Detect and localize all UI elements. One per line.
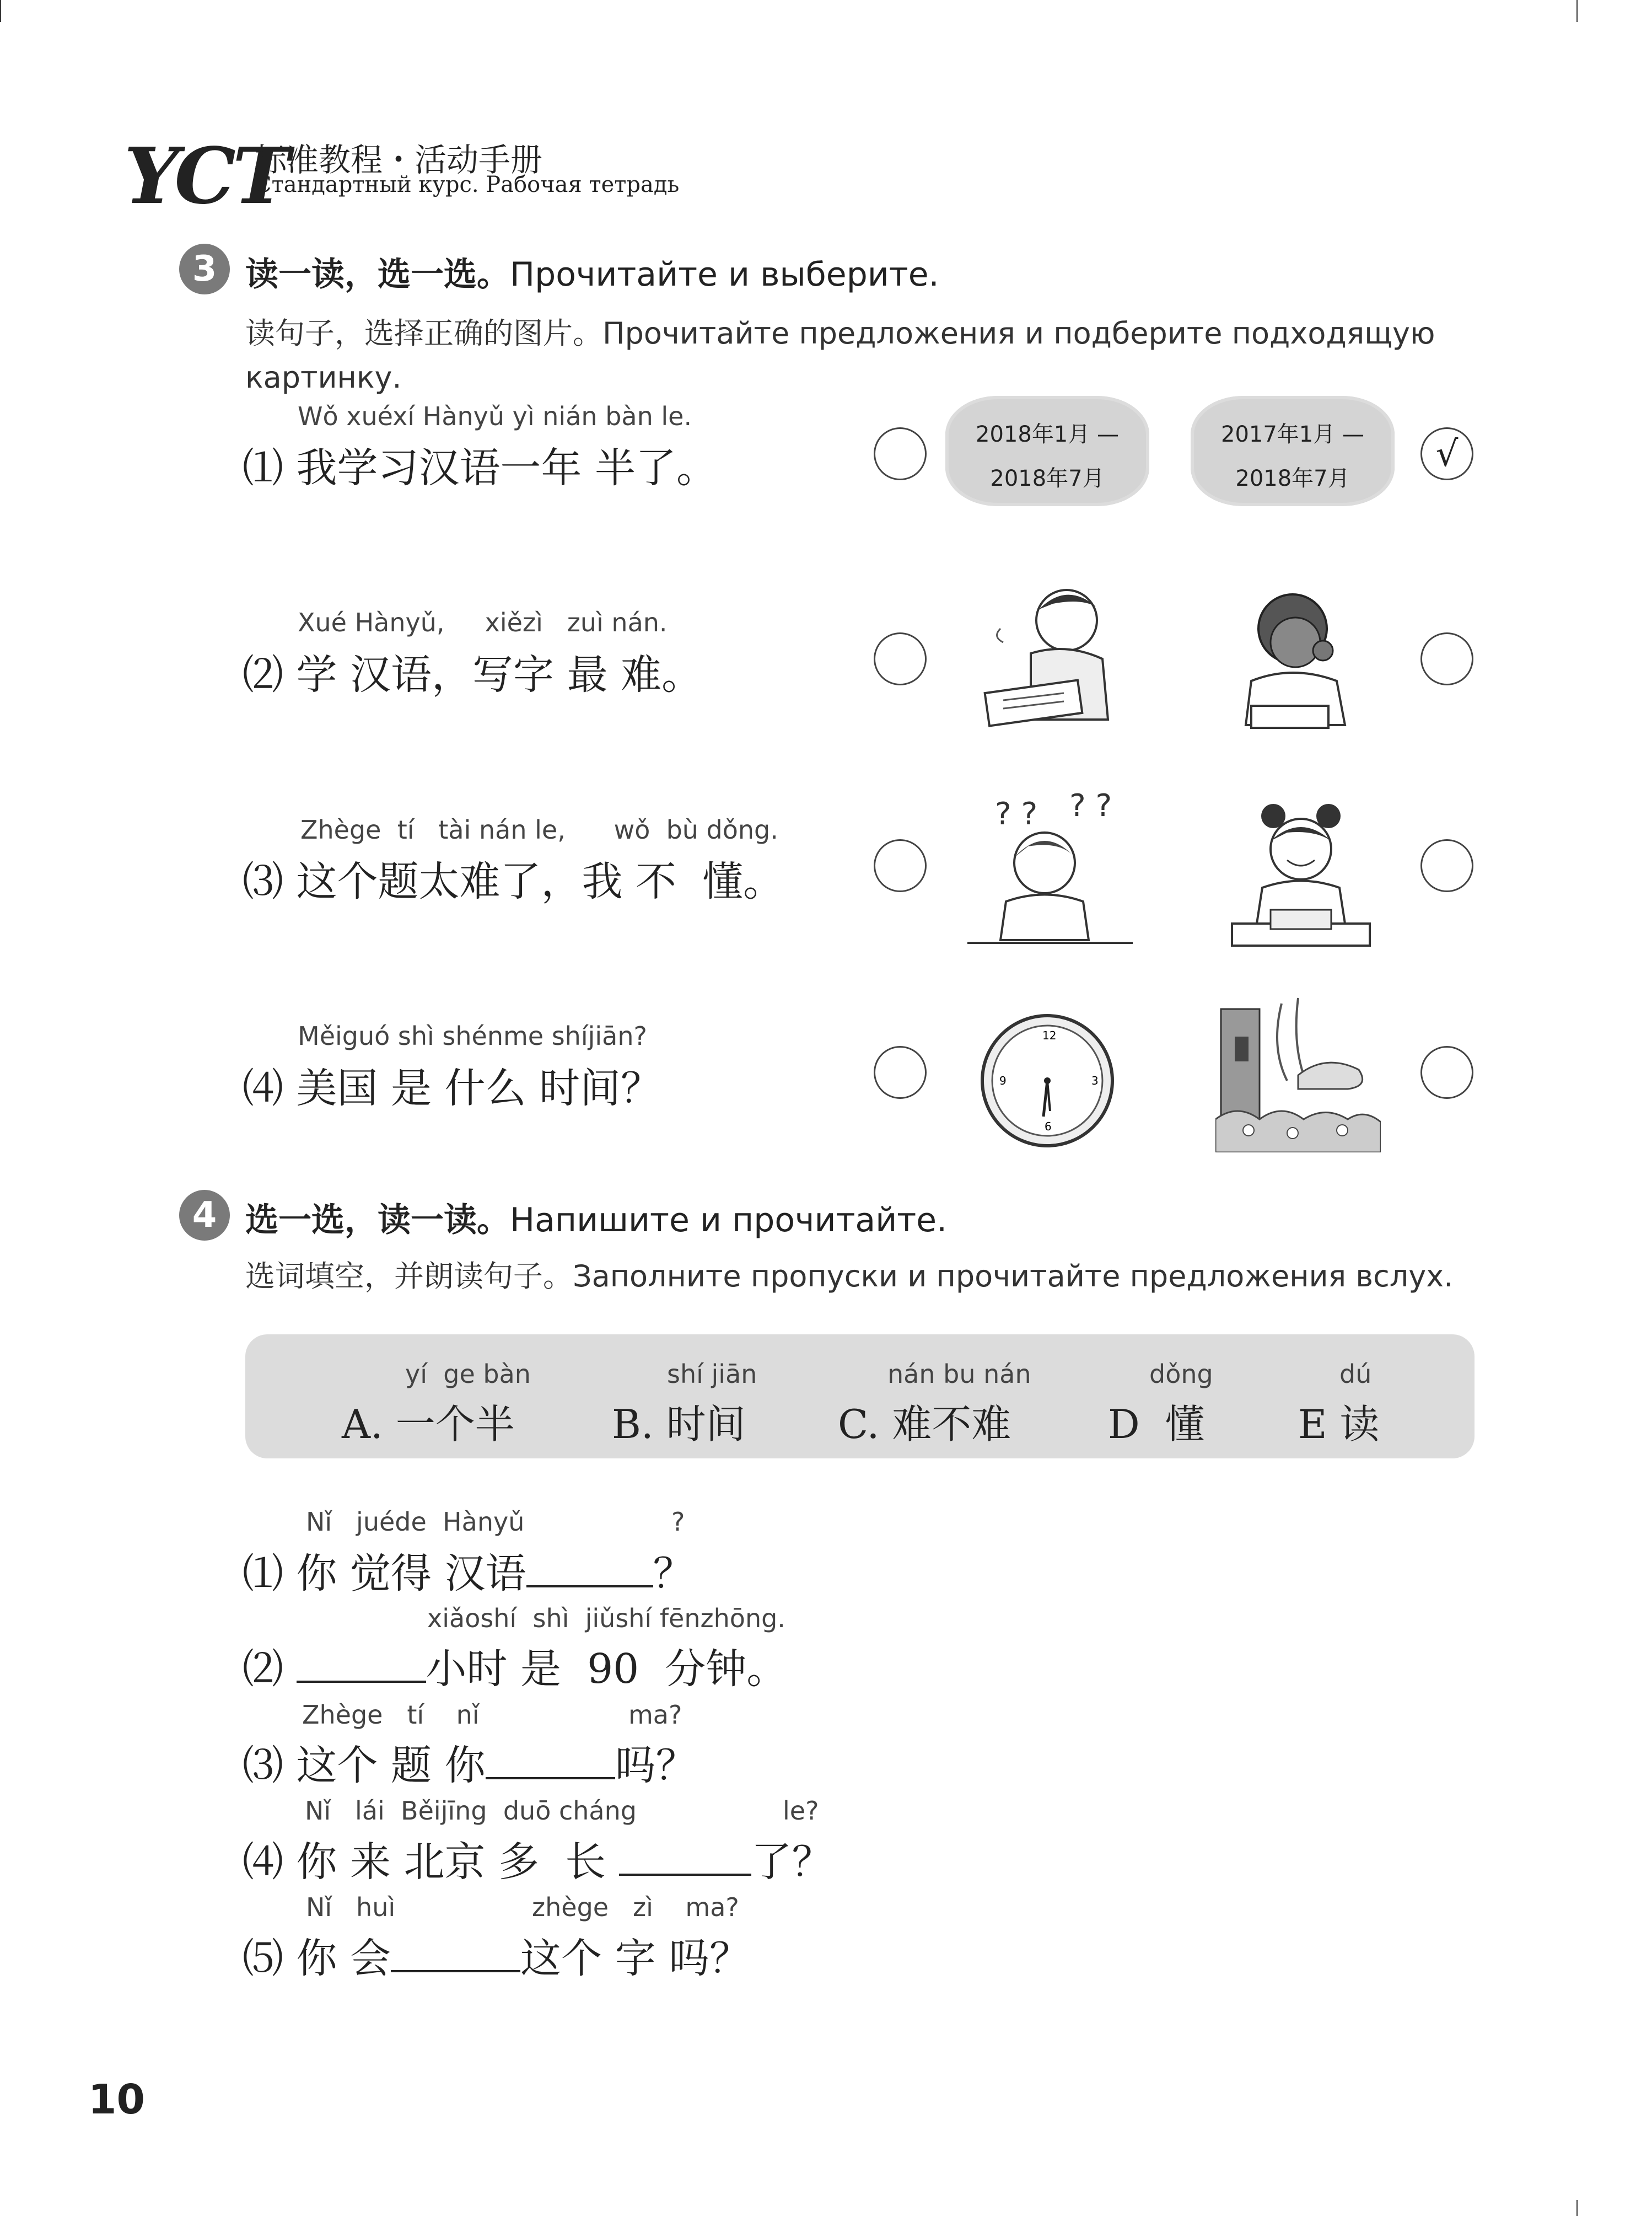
s4-item2-blank[interactable] [297, 1642, 426, 1683]
date-card-2018-line1: 2018年1月 — [976, 422, 1119, 447]
s3-item4-sentence: ⑷ 美国 是 什么 时间？ [243, 1065, 662, 1112]
s4-item4-blank[interactable] [619, 1835, 751, 1876]
crop-mark [1576, 0, 1578, 22]
s4-item3-pinyin-end: ma? [628, 1700, 682, 1730]
s4-item3-blank[interactable] [486, 1739, 615, 1779]
s4-item5-pinyin: Nǐ huì [306, 1892, 396, 1922]
s3-item4-answer-right[interactable] [1420, 1046, 1473, 1099]
s3-item1-answer-right[interactable]: √ [1420, 427, 1473, 480]
s3-item3-pinyin: Zhège tí tài nán le, wǒ bù dǒng. [300, 815, 778, 845]
svg-text:9: 9 [999, 1074, 1007, 1087]
garden-landscape-illustration [1215, 992, 1381, 1152]
s4-item1-after: ？ [653, 1550, 694, 1597]
crop-mark [0, 0, 1, 22]
bank-c-word[interactable]: C. 难不难 [838, 1401, 1011, 1447]
s4-item5-before: ⑸ 你 会 [243, 1935, 391, 1982]
bank-b-word[interactable]: B. 时间 [612, 1401, 746, 1447]
section-4-instruction-ru: Заполните пропуски и прочитайте предложения вслух. [573, 1259, 1454, 1294]
girl-confused-illustration [967, 786, 1133, 951]
s4-item2-before: ⑵ [243, 1645, 297, 1693]
s4-item3-after: 吗？ [615, 1742, 697, 1789]
girl-happy-illustration [1221, 786, 1381, 951]
bank-d-word[interactable]: D 懂 [1108, 1401, 1205, 1447]
s4-item2-pinyin: xiǎoshí shì jiǔshí fēnzhōng. [427, 1603, 785, 1633]
boy-reading-illustration [970, 576, 1136, 736]
date-card-2017-line1: 2017年1月 — [1221, 422, 1364, 447]
s4-item3-before: ⑶ 这个 题 你 [243, 1742, 486, 1789]
s4-item5-sentence [243, 1926, 750, 1984]
section-3-instruction-ru: Прочитайте предложения и подберите подходящую [602, 316, 1435, 351]
s4-item1-blank[interactable] [526, 1547, 653, 1587]
boy-thinking-illustration [1218, 576, 1373, 736]
svg-text:? ?: ? ? [995, 796, 1038, 832]
section-4-badge: 4 [179, 1190, 230, 1241]
s3-item2-answer-left[interactable] [874, 632, 927, 685]
s3-item2-sentence: ⑵ 学 汉语，写字 最 难。 [243, 651, 703, 699]
section-3-title-ru: Прочитайте и выберите. [510, 255, 939, 294]
s3-item1-pinyin: Wǒ xuéxí Hànyǔ yì nián bàn le. [298, 401, 692, 431]
s4-item3-sentence [243, 1733, 697, 1791]
section-4-instruction [245, 1254, 1513, 1299]
s4-item2-sentence [243, 1636, 787, 1695]
s3-item1-sentence: ⑴ 我学习汉语一年 半了。 [243, 444, 718, 492]
s3-item3-answer-right[interactable] [1420, 839, 1473, 892]
s3-item3-answer-left[interactable] [874, 839, 927, 892]
section-4-title-zh: 选一选，读一读。 [245, 1201, 510, 1240]
svg-text:3: 3 [1091, 1074, 1099, 1087]
section-3-instruction-ru-2: картинку. [245, 360, 402, 395]
s3-item2-pinyin: Xué Hànyǔ, xiězì zuì nán. [298, 608, 668, 637]
s4-item1-pinyin-end: ? [671, 1507, 685, 1537]
section-3-instruction [245, 312, 1513, 400]
s4-item1-sentence [243, 1541, 694, 1600]
s4-item5-after: 这个 字 吗？ [520, 1935, 751, 1982]
date-card-2018-line2: 2018年7月 [990, 466, 1105, 491]
clock-illustration [978, 1012, 1116, 1150]
book-title: 标准教程・活动手册 [255, 141, 543, 179]
bank-d-pinyin: dǒng [1149, 1359, 1213, 1389]
svg-text:? ?: ? ? [1069, 788, 1112, 824]
crop-mark [1576, 2200, 1578, 2216]
s3-item1-answer-left[interactable] [874, 427, 927, 480]
svg-text:6: 6 [1045, 1120, 1052, 1133]
bank-c-pinyin: nán bu nán [887, 1359, 1031, 1389]
date-card-2017 [1191, 396, 1395, 506]
yct-logo: YCT [124, 131, 287, 222]
bank-a-pinyin: yí ge bàn [405, 1359, 531, 1389]
s4-item4-sentence [243, 1829, 833, 1888]
s4-item5-pinyin-end: zhège zì ma? [532, 1892, 739, 1922]
s4-item4-pinyin-end: le? [783, 1796, 819, 1826]
s4-item1-before: ⑴ 你 觉得 汉语 [243, 1550, 526, 1597]
section-3-instruction-zh: 读句子，选择正确的图片。 [245, 316, 602, 351]
s4-item4-after: 了？ [751, 1838, 833, 1886]
bank-e-pinyin: dú [1339, 1359, 1372, 1389]
section-3-badge: 3 [179, 244, 230, 294]
book-subtitle: Стандартный курс. Рабочая тетрадь [255, 172, 680, 197]
s4-item3-pinyin: Zhège tí nǐ [302, 1700, 480, 1730]
section-3-title-zh: 读一读，选一选。 [245, 255, 510, 294]
s3-item4-pinyin: Měiguó shì shénme shíjiān? [298, 1021, 647, 1051]
s4-item1-pinyin: Nǐ juéde Hànyǔ [306, 1507, 525, 1537]
date-card-2017-line2: 2018年7月 [1235, 466, 1350, 491]
s4-item5-blank[interactable] [391, 1931, 520, 1972]
section-3-title [245, 248, 939, 296]
s4-item4-pinyin: Nǐ lái Běijīng duō cháng [305, 1796, 637, 1826]
svg-text:12: 12 [1042, 1029, 1057, 1042]
s4-item4-before: ⑷ 你 来 北京 多 长 [243, 1838, 619, 1886]
page-number: 10 [88, 2076, 145, 2123]
s3-item4-answer-left[interactable] [874, 1046, 927, 1099]
bank-e-word[interactable]: E 读 [1298, 1401, 1380, 1447]
date-card-2018 [945, 396, 1149, 506]
s3-item2-answer-right[interactable] [1420, 632, 1473, 685]
s4-item2-after: 小时 是 90 分钟。 [426, 1645, 788, 1693]
section-4-title-ru: Напишите и прочитайте. [510, 1201, 948, 1240]
bank-a-word[interactable]: A. 一个半 [342, 1401, 515, 1447]
s3-item3-sentence: ⑶ 这个题太难了，我 不 懂。 [243, 858, 784, 905]
section-4-instruction-zh: 选词填空，并朗读句子。 [245, 1259, 573, 1294]
bank-b-pinyin: shí jiān [667, 1359, 757, 1389]
section-4-title [245, 1194, 947, 1241]
